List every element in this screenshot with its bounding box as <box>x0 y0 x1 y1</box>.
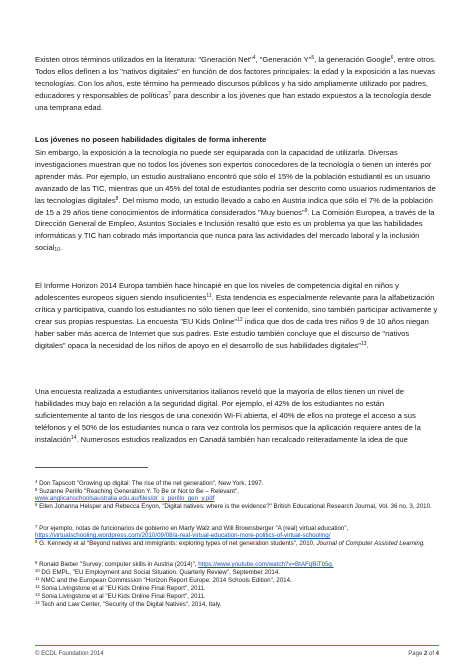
footnote-7: $^7$ Por ejemplo, notas de funcionarios de gobierno en Marty Walz and Will Brownsberger "A (real) virtual education", https://virtualschooling.wordpress.com/2010/09/08/a-real-virtual-education-more-politics-of-virtual-schooling/ <box>35 524 349 540</box>
footnote-ref: 6 <box>390 55 394 61</box>
footnote-5: $^5$ Suzanne Perillo "Reaching Generation Y. To Be or Not to Be – Relevant", www.anglicanschoolsaustralia.edu.au/files/dr_s_perillo_gen_y.pdf <box>35 487 239 503</box>
footnote-10: $^{10}$ DG EMPL, "EU Employment and Social Situation. Quarterly Review", September 2014. <box>35 568 280 576</box>
footnote-ref: 12 <box>237 316 243 323</box>
footnote-ref: 11 <box>206 292 212 299</box>
footnote-14: $^{14}$ Tech and Law Center, "Security of the Digital Natives", 2014, Italy. <box>35 600 222 608</box>
footnote-4: $^4$ Don Tapscott "Growing up digital: The rise of the net generation", New York, 1997. <box>35 479 264 487</box>
footnote-ref: 8 <box>115 195 119 202</box>
footnote-ref: 4 <box>252 55 256 61</box>
footnote-ref: 7 <box>168 90 172 97</box>
paragraph-horizon: El Informe Horizon 2014 Europa también hace hincapié en que los niveles de competencia digital en niños y adolescentes europeos siguen siendo insuficientes$^{11}$. Esta tendencia es especialmente relevante para la alfabetización crítica y participativa, cuando los estudiantes no sólo tienen que leer el contenido, sino también participar activamente y crear sus propias respuestas. La encuesta "EU Kids Online"$^{12}$ indica que dos de cada tres niños 9 de 10 años niegan haber saber más acerca de Internet que sus padres. Este estudio también concluye que el discurso de "nativos digitales" opaca la necesidad de los niños de apoyo en el desarrollo de sus habilidades digitales"$^{13}$. <box>35 281 438 350</box>
paragraph-skills: Sin embargo, la exposición a la tecnología no puede ser equiparada con la capacidad de utilizarla. Diversas investigaciones muestran que no todos los jóvenes son expertos conocedores de la tecnología o tienen un interés por aprender más. Por ejemplo, un estudio australiano encontró que sólo el 15% de la población estudiantil es un usuario avanzado de las TIC, mientras que un 45% del total de estudiantes podría ser descrito como usuarios rudimentarios de las tecnologías digitales$^8$. Del mismo modo, un estudio llevado a cabo en Austria indica que sólo el 7% de la población de 15 a 29 años tiene conocimientos de informática considerados "Muy buenos"$^9$. La Comisión Europea, a través de la Dirección General de Empleo, Asuntos Sociales e Inclusión resaltó que esto es un problema ya que las habilidades informáticas y TIC han cobrado más importancia que nunca para las actividades del mercado laboral y la inclusión social$_{10}$. <box>35 148 436 254</box>
footnote-13: $^{13}$ Sonia Livingstone et al "EU Kids Online Final Report", 2011. <box>35 592 206 600</box>
footnote-ref: 14 <box>70 434 77 441</box>
footnote-ref: 9 <box>304 207 308 214</box>
page-number: Page 2 of 4 <box>408 651 439 657</box>
footer-rule <box>35 645 439 646</box>
footnote-12: $^{12}$ Sonia Livingstone et al "EU Kids Online Final Report", 2011. <box>35 584 206 592</box>
section-heading: Los jóvenes no poseen habilidades digitales de forma inherente <box>35 135 267 144</box>
paragraph-survey: Una encuesta realizada a estudiantes universitarios italianos reveló que la mayoría de ellos tienen un nivel de habilidades muy bajo en relación a la seguridad digital. Por ejemplo, el 42% de los estudiantes no están suficientemente al tanto de los riesgos de una conexión Wi-Fi abierta, el 40% de ellos no protege el acceso a sus teléfonos y el 50% de los estudiantes nunca o rara vez controla los permisos que la aplicación requiere antes de la instalación$^{14}$. Numerosos estudios realizados en Canadá también han recalcado reiteradamente la idea de que <box>35 387 421 444</box>
footnote-separator <box>35 467 148 468</box>
footnote-11: $^{11}$ NMC and the European Commission "Horizon Report Europe: 2014 Schools Edition", 2014. <box>35 576 292 584</box>
footer-copyright: © ECDL Foundation 2014 <box>35 651 104 657</box>
footnote-ref: 13 <box>360 340 367 347</box>
footnote-8: $^8$ G. Kennedy et al "Beyond natives and immigrants: exploring types of net generation students", 2010, Journal of Computer Assisted Learning. <box>35 539 426 547</box>
footnote-6: $^6$ Ellen Johanna Helsper and Rebecca Enyon, "Digital natives: where is the evidence?" British Educational Research Journal, Vol. 36 no. 3, 2010. <box>35 502 432 510</box>
footnote-ref: 10 <box>54 247 60 254</box>
footnote-9: $^9$ Ronald Bieber "Survey: computer skills in Austria (2014)", https://www.youtube.com/watch?v=BtAFqBiTb5g. <box>35 560 334 568</box>
paragraph-intro: Existen otros términos utilizados en la literatura: "Gneración Net"$^4$, "Generación Y"$^5$, la generación Google$^6$, entre otros. Todos ellos definen a los "nativos digitales" en función de dos factores principales: la edad y la exposición a las nuevas tecnologías. Con los años, este término ha permeado discursos públicos y ha sido ampliamente utilizado por padres, educadores y responsables de políticas$^7$ para describir a los jóvenes que han estado expuestos a la tecnología desde una temprana edad. <box>35 55 437 112</box>
footnote-ref: 5 <box>311 55 315 61</box>
footnote-9-link[interactable]: https://www.youtube.com/watch?v=BtAFqBiTb5g. <box>198 561 334 568</box>
footnote-7-link[interactable]: https://virtualschooling.wordpress.com/2010/09/08/a-real-virtual-education-more-politics-of-virtual-schooling/ <box>35 532 331 540</box>
footnote-5-link[interactable]: www.anglicanschoolsaustralia.edu.au/files/dr_s_perillo_gen_y.pdf <box>35 495 215 503</box>
